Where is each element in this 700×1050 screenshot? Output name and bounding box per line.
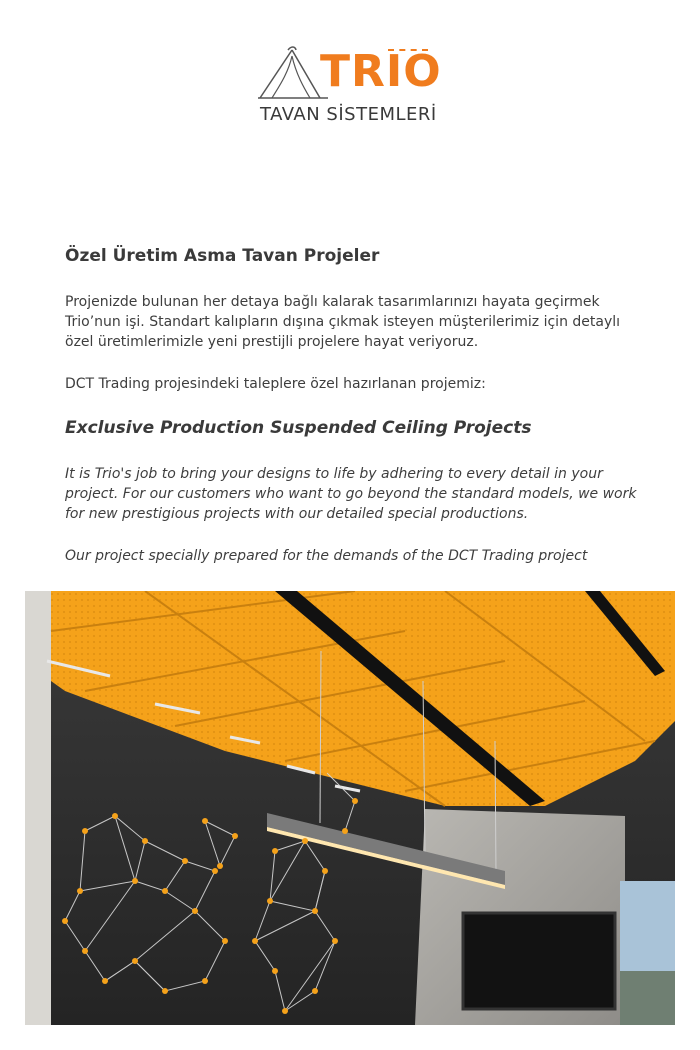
trio-logo [258,44,442,130]
project-line-turkish: DCT Trading projesindeki taleplere özel hazırlanan projemiz: [65,376,486,392]
paragraph-english: It is Trio's job to bring your designs to life by adhering to every detail in your project. For our customers who want to go beyond the standard models, we work for new prestigious projects with our detailed special productions. [65,466,637,522]
tent-icon [258,44,328,104]
project-line-english: Our project specially prepared for the demands of the DCT Trading project [65,548,588,564]
ceiling-illustration [25,591,675,1025]
project-photo [25,591,675,1025]
article-content [65,244,645,564]
logo-subtitle: TAVAN SİSTEMLERİ [260,104,437,125]
logo-brand: TRIO [320,46,442,97]
paragraph-turkish: Projenizde bulunan her detaya bağlı kalarak tasarımlarınızı hayata geçirmek Trio’nun işi. Standart kalıpların dışına çıkmak isteyen müşterilerimiz için detaylı özel üretimlerimizle yeni prestijli projelere hayat veriyoruz. [65,294,621,350]
heading-english: Exclusive Production Suspended Ceiling Projects [65,418,532,438]
heading-turkish: Özel Üretim Asma Tavan Projeler [65,246,380,266]
